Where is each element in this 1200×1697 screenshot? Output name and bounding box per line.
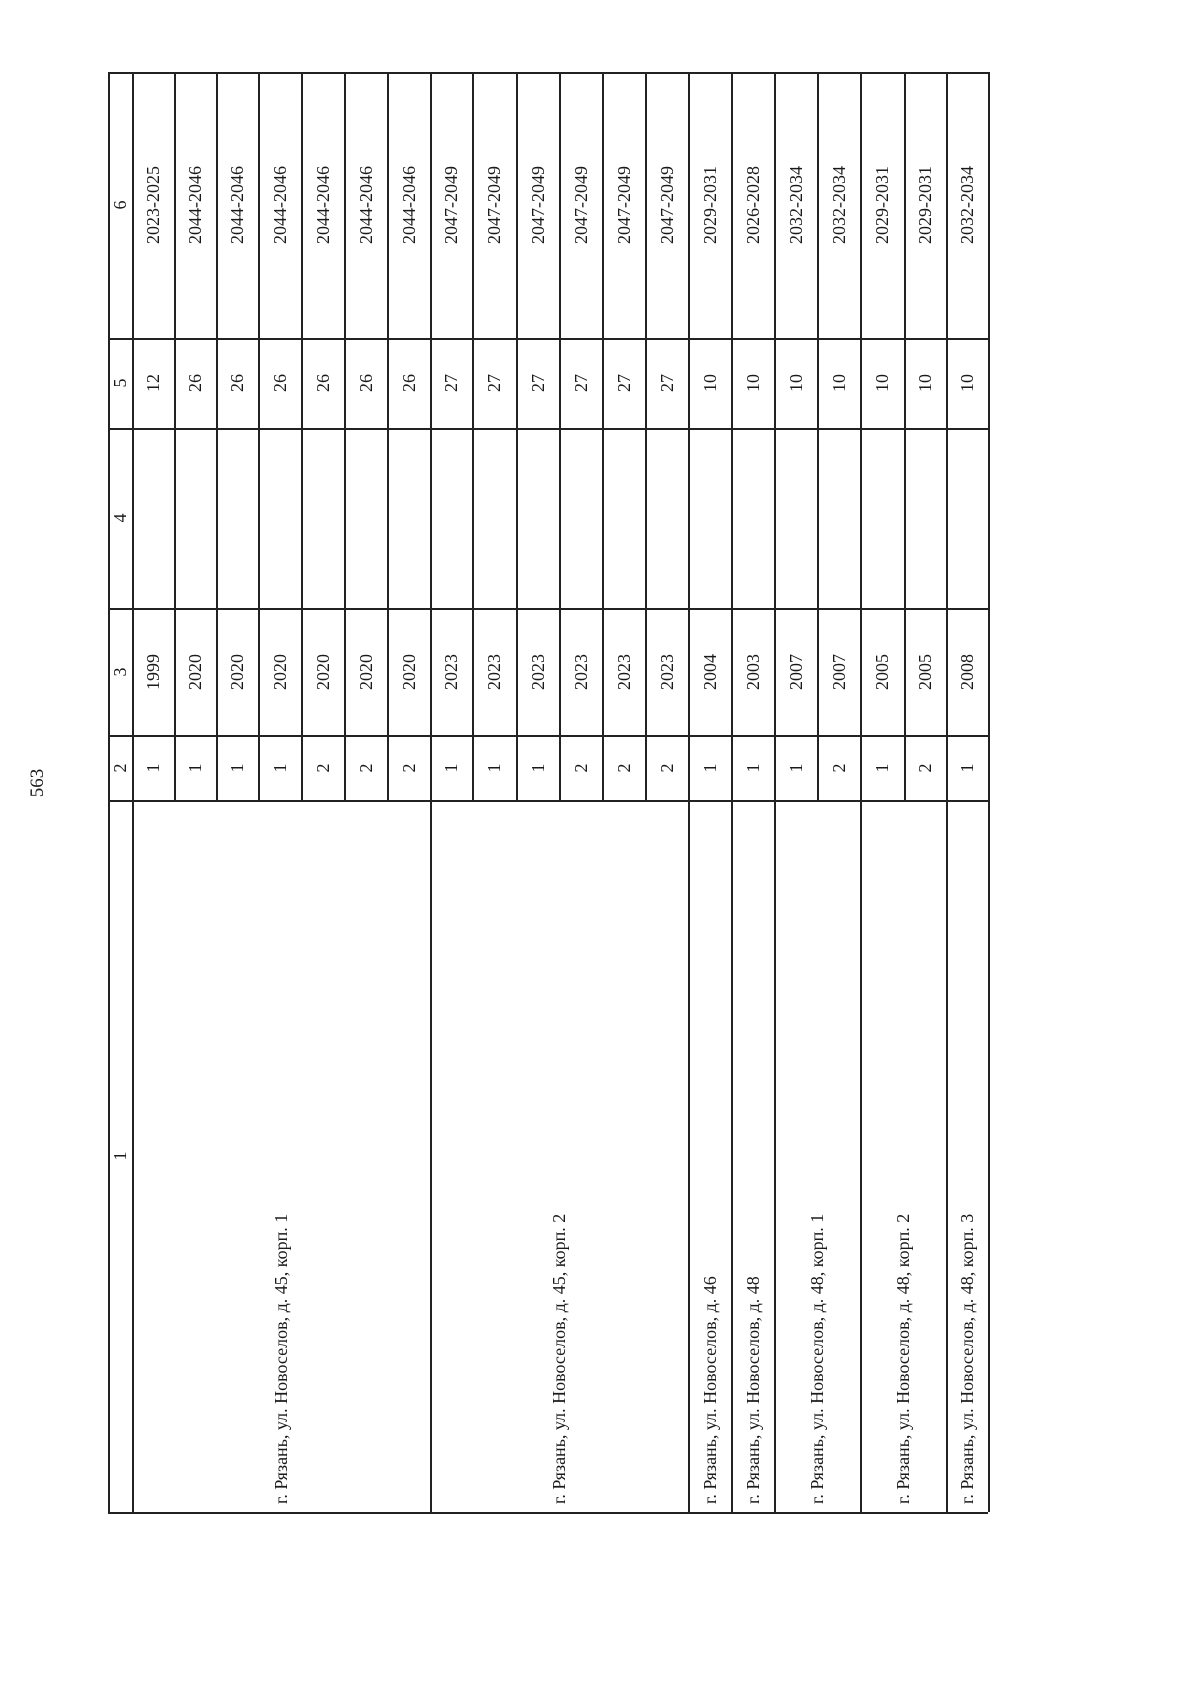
cell-col6: 2044-2046 [185, 166, 205, 244]
cell-col5: 10 [957, 374, 977, 392]
cell-col6: 2029-2031 [699, 166, 720, 244]
row-separator [602, 72, 604, 800]
cell-col3: 2005 [915, 653, 935, 690]
cell-col2: 2 [312, 763, 333, 772]
cell-col6: 2032-2034 [957, 166, 977, 244]
cell-col5: 26 [269, 374, 290, 392]
cell-col2: 2 [828, 763, 849, 772]
cell-col5: 10 [828, 374, 849, 392]
cell-col5: 26 [355, 374, 376, 392]
cell-col2: 1 [269, 763, 290, 772]
row-separator [516, 72, 518, 800]
rotated-table [108, 72, 1078, 1512]
cell-col3: 2023 [527, 653, 548, 690]
column-header-2: 2 [110, 763, 130, 772]
table-border [108, 72, 988, 74]
cell-col3: 2023 [484, 653, 504, 690]
row-separator [645, 72, 647, 800]
cell-col3: 2005 [872, 653, 892, 690]
cell-col2: 2 [613, 763, 634, 772]
cell-col5: 26 [398, 374, 419, 392]
cell-col6: 2047-2049 [656, 166, 677, 244]
address-cell: г. Рязань, ул. Новоселов, д. 48 [742, 1276, 763, 1504]
table-border [108, 72, 110, 1512]
cell-col2: 1 [185, 763, 205, 772]
cell-col6: 2026-2028 [742, 166, 763, 244]
cell-col3: 2020 [227, 653, 247, 690]
cell-col3: 2008 [957, 653, 977, 690]
column-separator [108, 428, 988, 430]
table-border [108, 1512, 988, 1514]
table-border [988, 72, 990, 1512]
cell-col2: 1 [143, 763, 163, 772]
cell-col6: 2029-2031 [915, 166, 935, 244]
cell-col3: 2023 [441, 653, 461, 690]
cell-col6: 2023-2025 [143, 166, 163, 244]
address-cell: г. Рязань, ул. Новоселов, д. 46 [699, 1276, 720, 1504]
cell-col3: 2023 [656, 653, 677, 690]
row-separator [344, 72, 346, 800]
cell-col5: 27 [441, 374, 461, 392]
cell-col3: 2003 [742, 653, 763, 690]
row-separator [904, 72, 906, 800]
row-separator [216, 72, 218, 800]
group-separator [946, 72, 948, 1512]
cell-col2: 1 [872, 763, 892, 772]
group-separator [688, 72, 690, 1512]
cell-col3: 2023 [570, 653, 591, 690]
cell-col5: 10 [742, 374, 763, 392]
cell-col5: 10 [872, 374, 892, 392]
row-separator [301, 72, 303, 800]
cell-col6: 2029-2031 [872, 166, 892, 244]
cell-col3: 2023 [613, 653, 634, 690]
cell-col6: 2044-2046 [355, 166, 376, 244]
cell-col5: 26 [185, 374, 205, 392]
cell-col3: 2020 [398, 653, 419, 690]
cell-col2: 1 [699, 763, 720, 772]
cell-col2: 1 [957, 763, 977, 772]
column-header-1: 1 [110, 1151, 130, 1161]
column-header-4: 4 [110, 513, 130, 523]
cell-col2: 2 [570, 763, 591, 772]
cell-col3: 2004 [699, 653, 720, 690]
cell-col6: 2047-2049 [570, 166, 591, 244]
group-separator [430, 72, 432, 1512]
address-cell: г. Рязань, ул. Новоселов, д. 45, корп. 1 [271, 1213, 291, 1504]
cell-col6: 2047-2049 [527, 166, 548, 244]
column-header-5: 5 [110, 378, 130, 388]
cell-col2: 2 [656, 763, 677, 772]
cell-col2: 2 [355, 763, 376, 772]
cell-col6: 2044-2046 [269, 166, 290, 244]
cell-col3: 2020 [185, 653, 205, 690]
cell-col6: 2047-2049 [484, 166, 504, 244]
cell-col6: 2047-2049 [441, 166, 461, 244]
row-separator [817, 72, 819, 800]
cell-col6: 2044-2046 [312, 166, 333, 244]
address-cell: г. Рязань, ул. Новоселов, д. 48, корп. 3 [957, 1213, 977, 1504]
header-separator [132, 72, 134, 1512]
cell-col6: 2044-2046 [398, 166, 419, 244]
group-separator [774, 72, 776, 1512]
cell-col2: 2 [398, 763, 419, 772]
cell-col6: 2032-2034 [785, 166, 806, 244]
cell-col5: 27 [484, 374, 504, 392]
cell-col6: 2044-2046 [227, 166, 247, 244]
cell-col2: 1 [785, 763, 806, 772]
cell-col5: 27 [570, 374, 591, 392]
cell-col2: 1 [227, 763, 247, 772]
column-separator [108, 800, 988, 802]
cell-col6: 2047-2049 [613, 166, 634, 244]
cell-col5: 10 [785, 374, 806, 392]
page-number: 563 [27, 768, 48, 798]
cell-col5: 27 [613, 374, 634, 392]
cell-col6: 2032-2034 [828, 166, 849, 244]
cell-col2: 1 [441, 763, 461, 772]
cell-col5: 10 [699, 374, 720, 392]
cell-col2: 1 [484, 763, 504, 772]
cell-col3: 2020 [355, 653, 376, 690]
column-header-6: 6 [110, 200, 130, 210]
row-separator [472, 72, 474, 800]
cell-col3: 2020 [312, 653, 333, 690]
address-cell: г. Рязань, ул. Новоселов, д. 45, корп. 2 [549, 1213, 569, 1504]
column-header-3: 3 [110, 667, 130, 676]
cell-col3: 2007 [828, 653, 849, 690]
cell-col5: 27 [656, 374, 677, 392]
cell-col5: 26 [312, 374, 333, 392]
cell-col2: 1 [527, 763, 548, 772]
column-separator [108, 608, 988, 610]
row-separator [559, 72, 561, 800]
column-separator [108, 338, 988, 340]
row-separator [258, 72, 260, 800]
group-separator [860, 72, 862, 1512]
address-cell: г. Рязань, ул. Новоселов, д. 48, корп. 2 [893, 1213, 913, 1504]
column-separator [108, 735, 988, 737]
row-separator [174, 72, 176, 800]
cell-col3: 2020 [269, 653, 290, 690]
address-cell: г. Рязань, ул. Новоселов, д. 48, корп. 1 [807, 1213, 827, 1504]
cell-col2: 2 [915, 763, 935, 772]
cell-col2: 1 [742, 763, 763, 772]
cell-col5: 26 [227, 374, 247, 392]
cell-col5: 27 [527, 374, 548, 392]
cell-col3: 2007 [785, 653, 806, 690]
cell-col3: 1999 [143, 653, 163, 690]
row-separator [387, 72, 389, 800]
group-separator [731, 72, 733, 1512]
cell-col5: 10 [915, 374, 935, 392]
cell-col5: 12 [143, 374, 163, 392]
